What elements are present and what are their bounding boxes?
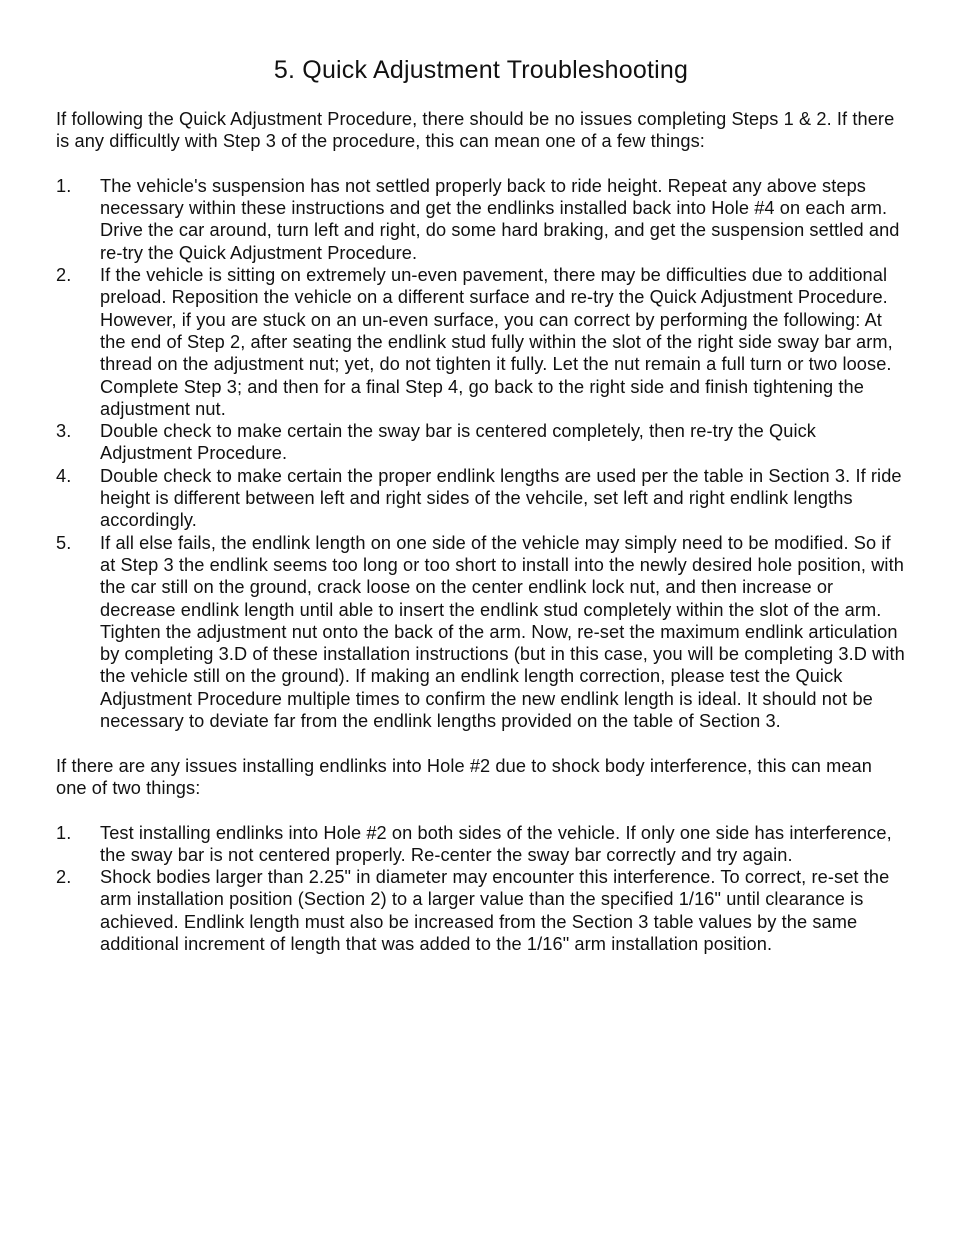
list-item (56, 532, 906, 733)
list-item (56, 420, 906, 465)
list-item-text: Shock bodies larger than 2.25" in diameter may encounter this interference. To correct, re-set the arm installation position (Section 2) to a larger value than the specified 1/16" until clearance is achieved. Endlink length must also be increased from the Section 3 table values by the same additional increment of length that was added to the 1/16" arm installation position. (100, 867, 890, 954)
intro-paragraph-2: If there are any issues installing endlinks into Hole #2 due to shock body interference, this can mean one of two things: (56, 755, 872, 798)
list-item-number: 1. (56, 822, 72, 843)
list-item-text: Double check to make certain the sway bar is centered completely, then re-try the Quick Adjustment Procedure. (100, 421, 816, 464)
troubleshooting-list-2 (56, 822, 906, 956)
list-item-number: 4. (56, 465, 72, 486)
troubleshooting-list-1 (56, 175, 906, 732)
list-item-number: 2. (56, 265, 72, 286)
list-item-text: The vehicle's suspension has not settled properly back to ride height. Repeat any above steps necessary within these instructions and get the endlinks installed back into Hole #4 on each arm. Drive the car around, turn left and right, do some hard braking, and get the suspension settled and re-try the Quick Adjustment Procedure. (100, 175, 900, 263)
list-item (56, 866, 906, 955)
list-item-number: 1. (56, 175, 72, 196)
list-item-text: If all else fails, the endlink length on one side of the vehicle may simply need to be modified. So if at Step 3 the endlink seems too long or too short to install into the newly desired hole position, with the car still on the ground, crack loose on the center endlink lock nut, and then increase or decrease endlink length until able to insert the endlink stud completely within the slot of the arm. Tighten the adjustment nut onto the back of the arm. Now, re-set the maximum endlink articulation by completing 3.D of these installation instructions (but in this case, you will be completing 3.D with the vehicle still on the ground). If making an endlink length correction, please test the Quick Adjustment Procedure multiple times to confirm the new endlink length is ideal. It should not be necessary to deviate far from the endlink lengths provided on the table of Section 3. (100, 532, 905, 732)
list-item-text: Double check to make certain the proper endlink lengths are used per the table in Section 3. If ride height is different between left and right sides of the vehcile, set left and right endlink lengths accordingly. (100, 465, 902, 531)
list-item (56, 175, 906, 264)
list-item-number: 3. (56, 421, 72, 442)
list-item-number: 2. (56, 867, 72, 888)
document-page (56, 52, 906, 978)
intro-paragraph-1: If following the Quick Adjustment Procedure, there should be no issues completing Steps 1 & 2. If there is any difficultly with Step 3 of the procedure, this can mean one of a few things: (56, 109, 895, 152)
list-item-number: 5. (56, 532, 72, 553)
list-item (56, 822, 906, 867)
list-item (56, 264, 906, 420)
list-item (56, 465, 906, 532)
list-item-text: Test installing endlinks into Hole #2 on both sides of the vehicle. If only one side has interference, the sway bar is not centered properly. Re-center the sway bar correctly and try again. (100, 822, 892, 865)
list-item-text: If the vehicle is sitting on extremely un-even pavement, there may be difficulties due to additional preload. Reposition the vehicle on a different surface and re-try the Quick Adjustment Procedure. However, if you are stuck on an un-even surface, you can correct by performing the following: At the end of Step 2, after seating the endlink stud fully within the slot of the right side sway bar arm, thread on the adjustment nut; yet, do not tighten it fully. Let the nut remain a full turn or two loose. Complete Step 3; and then for a final Step 4, go back to the right side and finish tightening the adjustment nut. (100, 265, 893, 419)
page-title: 5. Quick Adjustment Troubleshooting (273, 56, 689, 84)
